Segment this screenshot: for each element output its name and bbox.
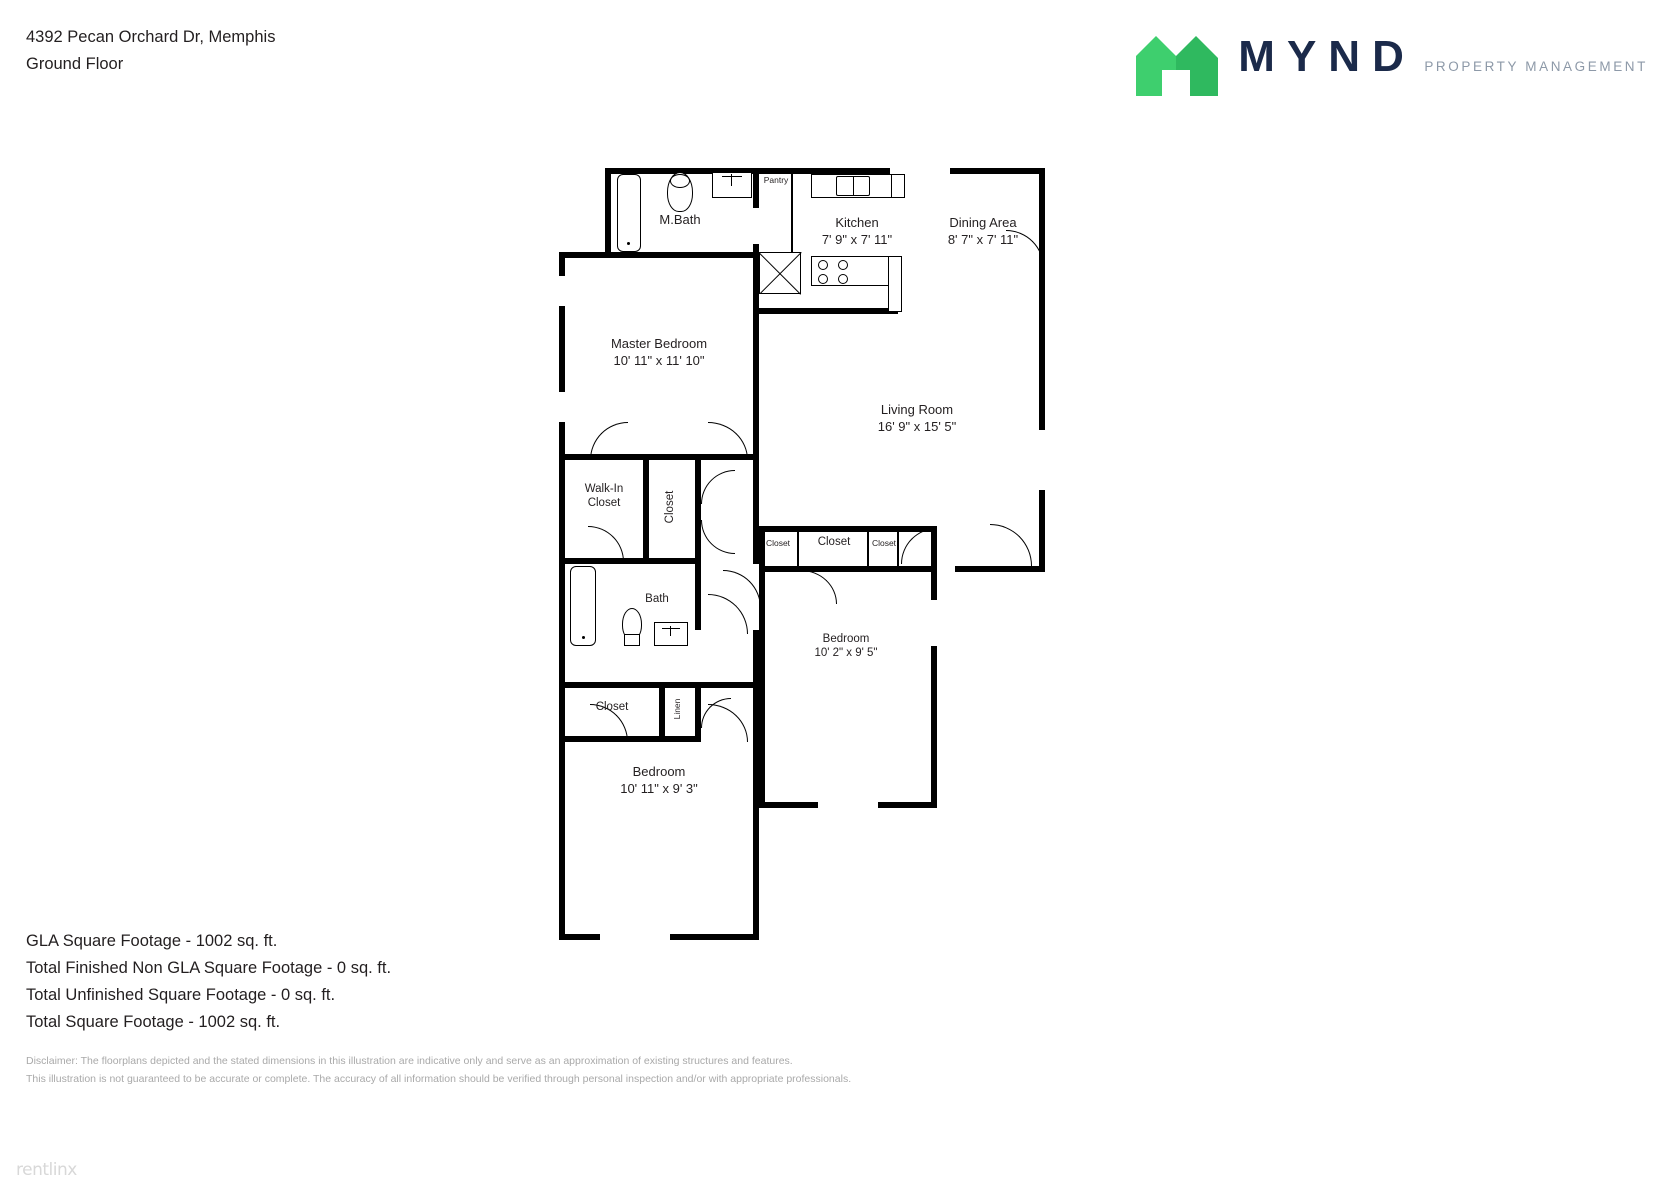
room-label-closet-vert xyxy=(663,477,677,537)
brand-logo xyxy=(1132,26,1648,100)
wall-bed2-closet-bottom xyxy=(759,566,937,572)
room-name: Kitchen xyxy=(835,215,879,230)
room-name: Closet xyxy=(817,536,851,548)
mbath-tub-drain xyxy=(627,242,630,245)
room-label-closet-xs-right xyxy=(869,538,899,548)
door-mbath-opening xyxy=(753,208,759,244)
door-closet-vert-upper xyxy=(701,470,735,504)
kitchen-counter-corner xyxy=(891,174,905,198)
room-name: Closet xyxy=(595,701,629,713)
sqft-line-1: GLA Square Footage - 1002 sq. ft. xyxy=(26,932,278,950)
room-label-lower-closet xyxy=(572,700,652,714)
bath-toilet-tank xyxy=(624,634,640,646)
wall-lowercloset-bottom xyxy=(559,736,701,742)
wall-living-bottom-right xyxy=(955,566,1045,572)
room-name: Closet xyxy=(871,538,897,548)
room-dim: 16' 9" x 15' 5" xyxy=(877,418,957,434)
wall-mbath-bottom xyxy=(605,252,757,258)
room-name: Master Bedroom xyxy=(610,336,708,351)
window-bed2-bottom xyxy=(818,802,878,808)
room-dim: 10' 11" x 11' 10" xyxy=(613,352,705,368)
room-dim: 8' 7" x 7' 11" xyxy=(947,231,1019,247)
brand-tagline: PROPERTY MANAGEMENT xyxy=(1424,59,1648,74)
wall-lowercloset-left xyxy=(559,682,565,742)
window-master-left-1 xyxy=(559,276,565,306)
wall-bath-left xyxy=(559,558,565,688)
room-name: Living Room xyxy=(880,402,954,417)
room-label-walkin xyxy=(568,482,640,510)
mbath-faucet-bar xyxy=(722,176,742,177)
wall-bed3-left xyxy=(559,736,565,940)
disclaimer-line-2: This illustration is not guaranteed to be accurate or complete. The accuracy of all information should be verified through personal inspection and/or with appropriate professionals. xyxy=(26,1073,852,1085)
door-living-right xyxy=(990,524,1032,566)
door-bedroom3 xyxy=(708,704,748,742)
range-burner-1 xyxy=(818,260,828,270)
wall-closet-div-1 xyxy=(797,528,799,566)
room-label-linen xyxy=(672,686,682,732)
room-label-bedroom2 xyxy=(756,632,936,660)
room-name: Closet xyxy=(664,490,676,524)
room-name: Dining Area xyxy=(949,215,1017,230)
bath-faucet-bar xyxy=(662,628,680,629)
room-label-bedroom3 xyxy=(568,764,750,797)
floor-label: Ground Floor xyxy=(26,55,124,73)
bath-tub-drain xyxy=(582,636,585,639)
room-name: Walk-In xyxy=(584,483,624,495)
room-name: Closet xyxy=(765,538,791,548)
room-name: Pantry xyxy=(763,175,789,185)
kitchen-sink-divider xyxy=(853,176,854,196)
floorplan xyxy=(0,130,1680,920)
disclaimer-line-1: Disclaimer: The floorplans depicted and the stated dimensions in this illustration are indicative only and serve as an approximation of existing structures and features. xyxy=(26,1055,793,1067)
room-name: M.Bath xyxy=(659,212,701,227)
page-title xyxy=(26,24,275,78)
kitchen-counter-right xyxy=(888,256,902,312)
floorplan-walls xyxy=(560,130,1120,920)
room-dim: 10' 11" x 9' 3" xyxy=(620,780,698,796)
wall-master-top xyxy=(559,252,609,258)
room-name: Bedroom xyxy=(822,633,870,645)
room-label-dining xyxy=(890,215,1076,248)
room-label-master xyxy=(568,336,750,369)
mynd-house-logo-icon xyxy=(1132,26,1224,100)
door-bed2-closet xyxy=(801,570,837,604)
wall-walkin-right xyxy=(643,454,649,564)
door-bedroom2 xyxy=(723,570,761,608)
door-walkin xyxy=(588,526,624,562)
room-label-closet-mid xyxy=(800,535,868,549)
property-address: 4392 Pecan Orchard Dr, Memphis xyxy=(26,28,276,46)
sqft-line-4: Total Square Footage - 1002 sq. ft. xyxy=(26,1013,281,1031)
room-dim: 10' 2" x 9' 5" xyxy=(814,647,878,659)
room-name: Linen xyxy=(672,698,682,720)
room-label-mbath xyxy=(620,212,740,229)
window-dining-top xyxy=(890,168,950,174)
wall-linen-right xyxy=(695,682,701,742)
room-label-closet-xs-left xyxy=(759,538,797,548)
door-hall-closet xyxy=(901,528,937,564)
watermark: rentlinx xyxy=(16,1160,77,1180)
wall-kitchen-bottom xyxy=(753,308,898,314)
wall-bed2-top xyxy=(759,526,937,532)
door-master-right xyxy=(708,422,748,460)
wall-closet-vert-right xyxy=(695,454,701,564)
sqft-line-3: Total Unfinished Square Footage - 0 sq. ft. xyxy=(26,986,336,1004)
window-master-left-2 xyxy=(559,392,565,422)
room-label-pantry xyxy=(756,175,796,185)
room-name: Bath xyxy=(645,593,669,605)
wall-closetrow-bottom xyxy=(559,558,701,564)
room-name: Bedroom xyxy=(632,764,686,779)
range-burner-3 xyxy=(818,274,828,284)
window-living-right xyxy=(1039,430,1045,490)
wall-mbath-left xyxy=(605,168,611,258)
room-label-bath xyxy=(612,592,702,606)
room-label-living xyxy=(822,402,1012,435)
wall-hall-lower-top xyxy=(695,682,759,688)
room-name-2: Closet xyxy=(587,497,621,509)
sqft-line-2: Total Finished Non GLA Square Footage - 0 sq. ft. xyxy=(26,959,392,977)
door-closet-vert-lower xyxy=(701,520,735,554)
mbath-toilet-tank xyxy=(670,174,690,188)
door-master-left xyxy=(590,422,628,460)
bath-tub xyxy=(570,566,596,646)
range-burner-4 xyxy=(838,274,848,284)
wall-lowercloset-right xyxy=(659,682,665,742)
brand-name: MYND xyxy=(1238,32,1416,81)
footer xyxy=(26,928,1126,1088)
brand-text xyxy=(1238,26,1648,80)
room-dim: 7' 9" x 7' 11" xyxy=(821,231,893,247)
range-burner-2 xyxy=(838,260,848,270)
